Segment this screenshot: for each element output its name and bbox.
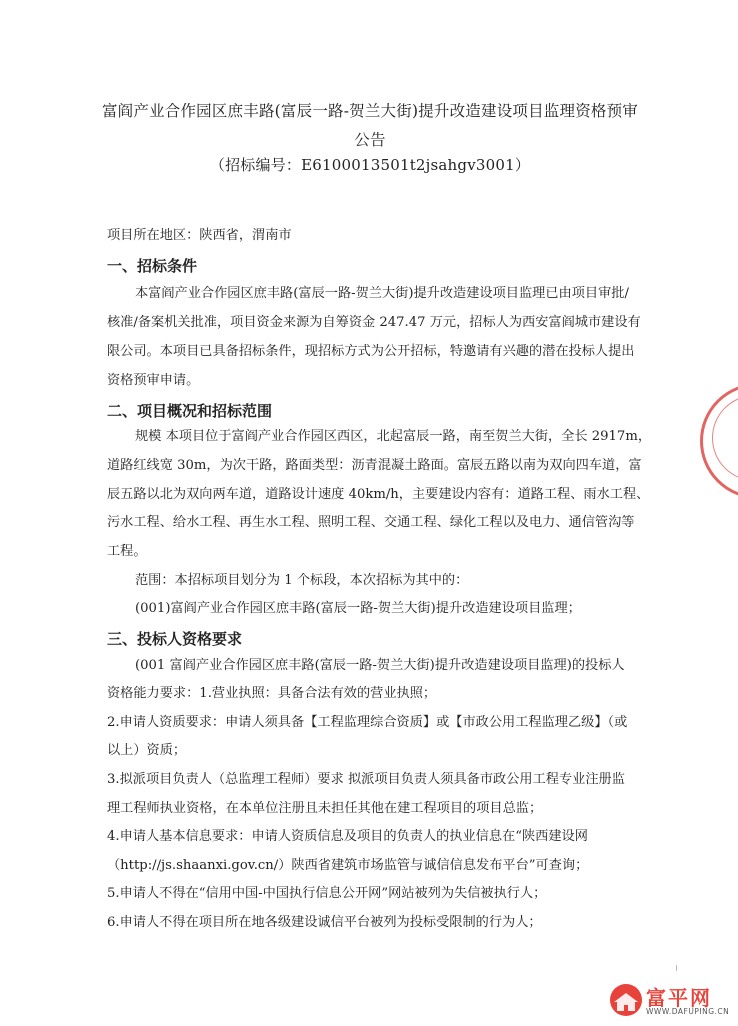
margin-mark <box>676 965 677 971</box>
section-3-line: 理工程师执业资格，在本单位注册且未担任其他在建工程项目的项目总监； <box>107 801 543 816</box>
title-line-2: 公告 <box>354 131 386 149</box>
section-3-heading: 三、投标人资格要求 <box>107 630 243 648</box>
section-1-line: 本富阎产业合作园区庶丰路(富辰一路-贺兰大街)提升改造建设项目监理已由项目审批/ <box>135 286 629 301</box>
section-1-heading: 一、招标条件 <box>107 257 198 275</box>
watermark-site-name: 富平网 <box>646 986 712 1010</box>
section-1-line: 资格预审申请。 <box>107 373 200 388</box>
title-line-1: 富阎产业合作园区庶丰路(富辰一路-贺兰大街)提升改造建设项目监理资格预审 <box>101 102 639 120</box>
section-2-line: 工程。 <box>107 544 147 559</box>
section-3-line: 4.申请人基本信息要求：申请人资质信息及项目的负责人的执业信息在“陕西建设网 <box>107 829 588 844</box>
section-2-line: 污水工程、给水工程、再生水工程、照明工程、交通工程、绿化工程以及电力、通信管沟等 <box>107 515 635 530</box>
section-item: (001)富阎产业合作园区庶丰路(富辰一路-贺兰大街)提升改造建设项目监理； <box>135 601 581 616</box>
section-2-line: 规模 本项目位于富阎产业合作园区西区，北起富辰一路，南至贺兰大街，全长 2917m， <box>135 429 652 444</box>
section-2-line: 道路红线宽 30m，为次干路，路面类型：沥青混凝土路面。富辰五路以南为双向四车道，富 <box>107 458 642 473</box>
section-3-line: 以上）资质； <box>107 743 187 758</box>
section-3-line: 资格能力要求：1.营业执照：具备合法有效的营业执照； <box>107 686 437 701</box>
site-watermark-logo <box>610 982 730 1020</box>
section-3-line: 2.申请人资质要求：申请人须具备【工程监理综合资质】或【市政公用工程监理乙级】（或 <box>107 715 628 730</box>
section-3-line: (001 富阎产业合作园区庶丰路(富辰一路-贺兰大街)提升改造建设项目监理)的投标人 <box>135 658 625 673</box>
scope-text: 范围：本招标项目划分为 1 个标段，本次招标为其中的： <box>135 573 469 588</box>
section-3-line: 5.申请人不得在“信用中国-中国执行信息公开网”网站被列为失信被执行人； <box>107 886 547 901</box>
section-1-line: 限公司。本项目已具备招标条件，现招标方式为公开招标，特邀请有兴趣的潜在投标人提出 <box>107 344 635 359</box>
section-1-line: 核准/备案机关批准，项目资金来源为自筹资金 247.47 万元，招标人为西安富阎城市建设有 <box>107 315 641 330</box>
section-2-heading: 二、项目概况和招标范围 <box>107 402 273 420</box>
watermark-site-url: WWW.DAFUPING.CN <box>646 1007 730 1016</box>
section-3-line: 6.申请人不得在项目所在地各级建设诚信平台被列为投标受限制的行为人； <box>107 915 542 930</box>
pavilion-icon <box>610 984 642 1016</box>
section-3-line: 3.拟派项目负责人（总监理工程师）要求 拟派项目负责人须具备市政公用工程专业注册监 <box>107 772 625 787</box>
section-2-line: 辰五路以北为双向两车道，道路设计速度 40km/h，主要建设内容有：道路工程、雨水工程、 <box>107 487 650 502</box>
bid-number: （招标编号：E6100013501t2jsahgv3001） <box>209 156 531 174</box>
section-3-line: （http://js.shaanxi.gov.cn/）陕西省建筑市场监管与诚信信息发布平台”可查询； <box>107 858 589 873</box>
project-location: 项目所在地区：陕西省，渭南市 <box>107 228 292 243</box>
